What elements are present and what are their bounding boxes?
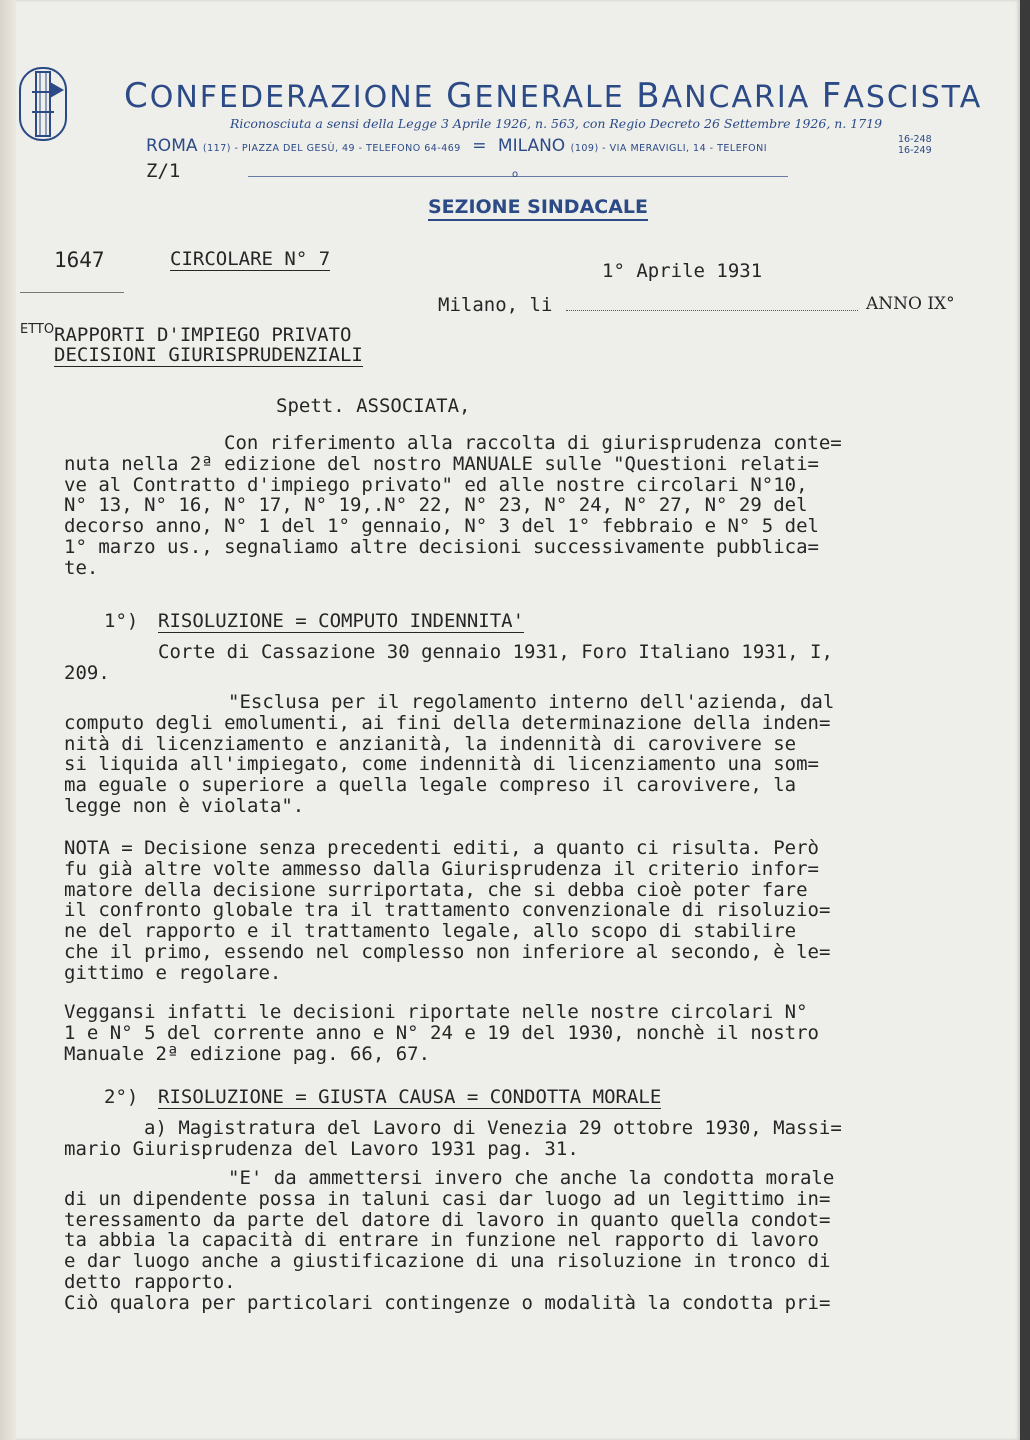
section-1-quote: "Esclusa per il regolamento interno dell'azienda, dal computo degli emolumenti, ai fini della determinazione della inden= nità di licenziamento e anzianità, la indennità di carovivere se si liquida all'impiegato, come indennità di licenziamento una som= ma eguale o superiore a quella legale compreso il carovivere, la legge non è violata".	[64, 691, 835, 817]
section-heading: SEZIONE SINDACALE	[428, 196, 648, 221]
place-dotted-line	[566, 310, 858, 311]
section-1-note: NOTA = Decisione senza precedenti editi, a quanto ci risulta. Però fu già altre volte ammesso dalla Giurisprudenza il criterio infor= matore della decisione surriportata, che si debba cioè poter fare il confronto globale tra il trattamento convenzionale di risoluzio= ne del rapporto e il trattamento legale, allo scopo di stabilire che il primo, essendo nel complesso non inferiore al secondo, è le= gittimo e regolare.	[64, 837, 831, 984]
section-2-number: 2°)	[104, 1086, 139, 1108]
section-1-source: Corte di Cassazione 30 gennaio 1931, Foro Italiano 1931, I, 209.	[64, 641, 833, 684]
page-edge	[0, 0, 16, 1440]
intro-paragraph: Con riferimento alla raccolta di giurisprudenza conte= nuta nella 2ª edizione del nostro MANUALE sulle "Questioni relati= ve al Contratto d'impiego privato" ed alle nostre circolari N°10, N° 13, N° 16, N° 17, N° 19,.N° 22, N° 23, N° 24, N° 27, N° 29 del decorso anno, N° 1 del 1° gennaio, N° 3 del 1° febbraio e N° 5 del 1° marzo us., segnaliamo altre decisioni successivamente pubblica= te.	[64, 432, 842, 579]
address-separator: =	[472, 136, 487, 156]
section-2-quote: "E' da ammettersi invero che anche la condotta morale di un dipendente possa in taluni casi dar luogo ad un legittimo in= teressamento da parte del datore di lavoro in quanto quella condot= ta abbia la capacità di entrare in funzione nel rapporto di lavoro e dar luogo anche a giustificazione di una risoluzione in tronco di detto rapporto. Ciò qualora per particolari contingenze o modalità la condotta pri=	[64, 1167, 835, 1314]
protocol-rule	[20, 292, 124, 293]
header-rule-dot: o	[512, 169, 519, 180]
section-2-source: a) Magistratura del Lavoro di Venezia 29 ottobre 1930, Massi= mario Giurisprudenza del Lavoro 1931 pag. 31.	[64, 1117, 842, 1160]
telephone-numbers: 16-248 16-249	[898, 134, 932, 156]
section-2-title: RISOLUZIONE = GIUSTA CAUSA = CONDOTTA MORALE	[158, 1086, 662, 1108]
salutation: Spett. ASSOCIATA,	[276, 395, 471, 417]
subject-line-2: DECISIONI GIURISPRUDENZIALI	[54, 344, 363, 366]
organization-addresses	[146, 136, 966, 172]
oggetto-label: ETTO	[20, 322, 55, 337]
section-1-number: 1°)	[104, 610, 139, 632]
circular-number: CIRCOLARE N° 7	[170, 248, 331, 270]
protocol-number: 1647	[54, 248, 105, 272]
subject-line-1: RAPPORTI D'IMPIEGO PRIVATO	[54, 324, 352, 346]
milano-label: MILANO	[497, 136, 566, 156]
fascist-year: ANNO IX°	[866, 294, 955, 314]
fasces-emblem-icon	[14, 62, 74, 144]
letter-date: 1° Aprile 1931	[602, 260, 763, 282]
roma-address: (117) - PIAZZA DEL GESÙ, 49 - TELEFONO 64-469	[202, 143, 461, 154]
section-1-references: Veggansi infatti le decisioni riportate nelle nostre circolari N° 1 e N° 5 del corrente anno e N° 24 e 19 del 1930, nonchè il nostro Manuale 2ª edizione pag. 66, 67.	[64, 1001, 819, 1065]
section-1-title: RISOLUZIONE = COMPUTO INDENNITA'	[158, 610, 525, 632]
organization-subtitle: Riconosciuta a sensi della Legge 3 Aprile 1926, n. 563, con Regio Decreto 26 Settembre 1926, n. 1719	[230, 116, 883, 131]
place-label: Milano, li	[438, 294, 553, 316]
organization-title: CONFEDERAZIONE GENERALE BANCARIA FASCISTA	[124, 76, 983, 116]
reference-code: Z/1	[146, 160, 181, 182]
milano-address: (109) - VIA MERAVIGLI, 14 - TELEFONI	[570, 143, 768, 154]
roma-label: ROMA	[146, 136, 198, 156]
